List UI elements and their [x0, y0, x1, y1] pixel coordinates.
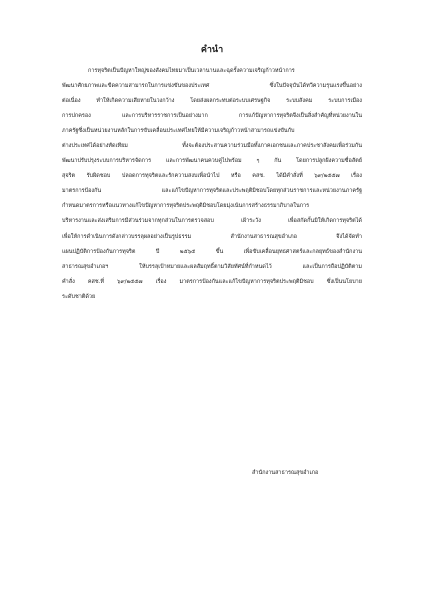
paragraph-line: สาธารณสุขอำเภอฯ ให้บรรลุเป้าหมายและผลสัมฤทธิ์ตามวิสัยทัศน์ที่กำหนดไว้ และเป็นการถือปฏิบัติตาม: [62, 263, 362, 270]
paragraph-line: พัฒนาปรับปรุงระบบการบริหารจัดการ และการพัฒนาคนควบคู่ไปพร้อม ๆ กัน โดยการปลูกฝังความซื่อสัตย์: [62, 158, 362, 165]
paragraph-line: ภาครัฐซึ่งเป็นหน่วยงานหลักในการขับเคลื่อนประเทศไทยให้มีความเจริญก้าวหน้าสามารถแข่งขันกับ: [62, 128, 295, 135]
paragraph-line: ต่อเนื่อง ทำให้เกิดความเสียหายในวงกว้าง โดยส่งผลกระทบต่อระบบเศรษฐกิจ ระบบสังคม ระบบการเมือง: [62, 98, 362, 105]
paragraph-line: กำหนดมาตรการหรือแนวทางแก้ไขปัญหาการทุจริตประพฤติมิชอบโดยมุ่งเน้นการสร้างธรรมาภิบาลในการ: [62, 203, 310, 210]
preface-paragraph: [62, 64, 362, 305]
paragraph-line: ต่างประเทศได้อย่างทัดเทียม ทั้งจะต้องประสานความร่วมมือทั้งภาคเอกชนและภาคประชาสังคมเพื่อร่วมกัน: [62, 143, 362, 150]
paragraph-line: เพื่อให้การดำเนินการดังกล่าวบรรลุผลอย่างเป็นรูปธรรม สำนักงานสาธารณสุขอำเภอ จึงได้จัดทำ: [62, 233, 362, 240]
signature-agency: สำนักงานสาธารณสุขอำเภอ: [252, 470, 319, 476]
paragraph-line: พัฒนาศักยภาพและขีดความสามารถในการแข่งขันของประเทศ ซึ่งในปัจจุบันได้ทวีความรุนแรงขึ้นอย่าง: [62, 83, 362, 90]
paragraph-line: ระดับชาติด้วย: [62, 293, 96, 300]
paragraph-line: แผนปฏิบัติการป้องกันการทุจริต ปี ๒๕๖๕ ขึ้น เพื่อขับเคลื่อนยุทธศาสตร์และกลยุทธ์ของสำนักงาน: [62, 248, 362, 255]
paragraph-line: สุจริต รับผิดชอบ ปลอดการทุจริตและรักความสงบเพื่อนำไป หรือ คสช. ได้มีคำสั่งที่ ๖๙/๒๕๕๗ เรื่อง: [62, 173, 362, 180]
paragraph-line: มาตรการป้องกัน และแก้ไขปัญหาการทุจริตและประพฤติมิชอบโดยทุกส่วนราชการและหน่วยงานภาครัฐ: [62, 188, 362, 195]
paragraph-line: การทุจริตเป็นปัญหาใหญ่ของสังคมไทยมาเป็นเวลานานและฉุดรั้งความเจริญก้าวหน้าการ: [88, 68, 295, 74]
document-title: คำนำ: [200, 45, 224, 55]
paragraph-line: คำสั่ง คสช.ที่ ๖๙/๒๕๕๗ เรื่อง มาตรการป้องกันและแก้ไขปัญหาการทุจริตประพฤติมิชอบ ซึ่งเป็นนโยบาย: [62, 278, 362, 285]
paragraph-line: บริหารงานและส่งเสริมการมีส่วนร่วมจากทุกส่วนในการตรวจสอบ เฝ้าระวัง เพื่อสกัดกั้นมิให้เกิดการทุจริตได้: [62, 218, 362, 225]
paragraph-line: การปกครอง และการบริหารราชการเป็นอย่างมาก การแก้ปัญหาการทุจริตจึงเป็นสิ่งสำคัญที่หน่วยงานใน: [62, 113, 362, 120]
